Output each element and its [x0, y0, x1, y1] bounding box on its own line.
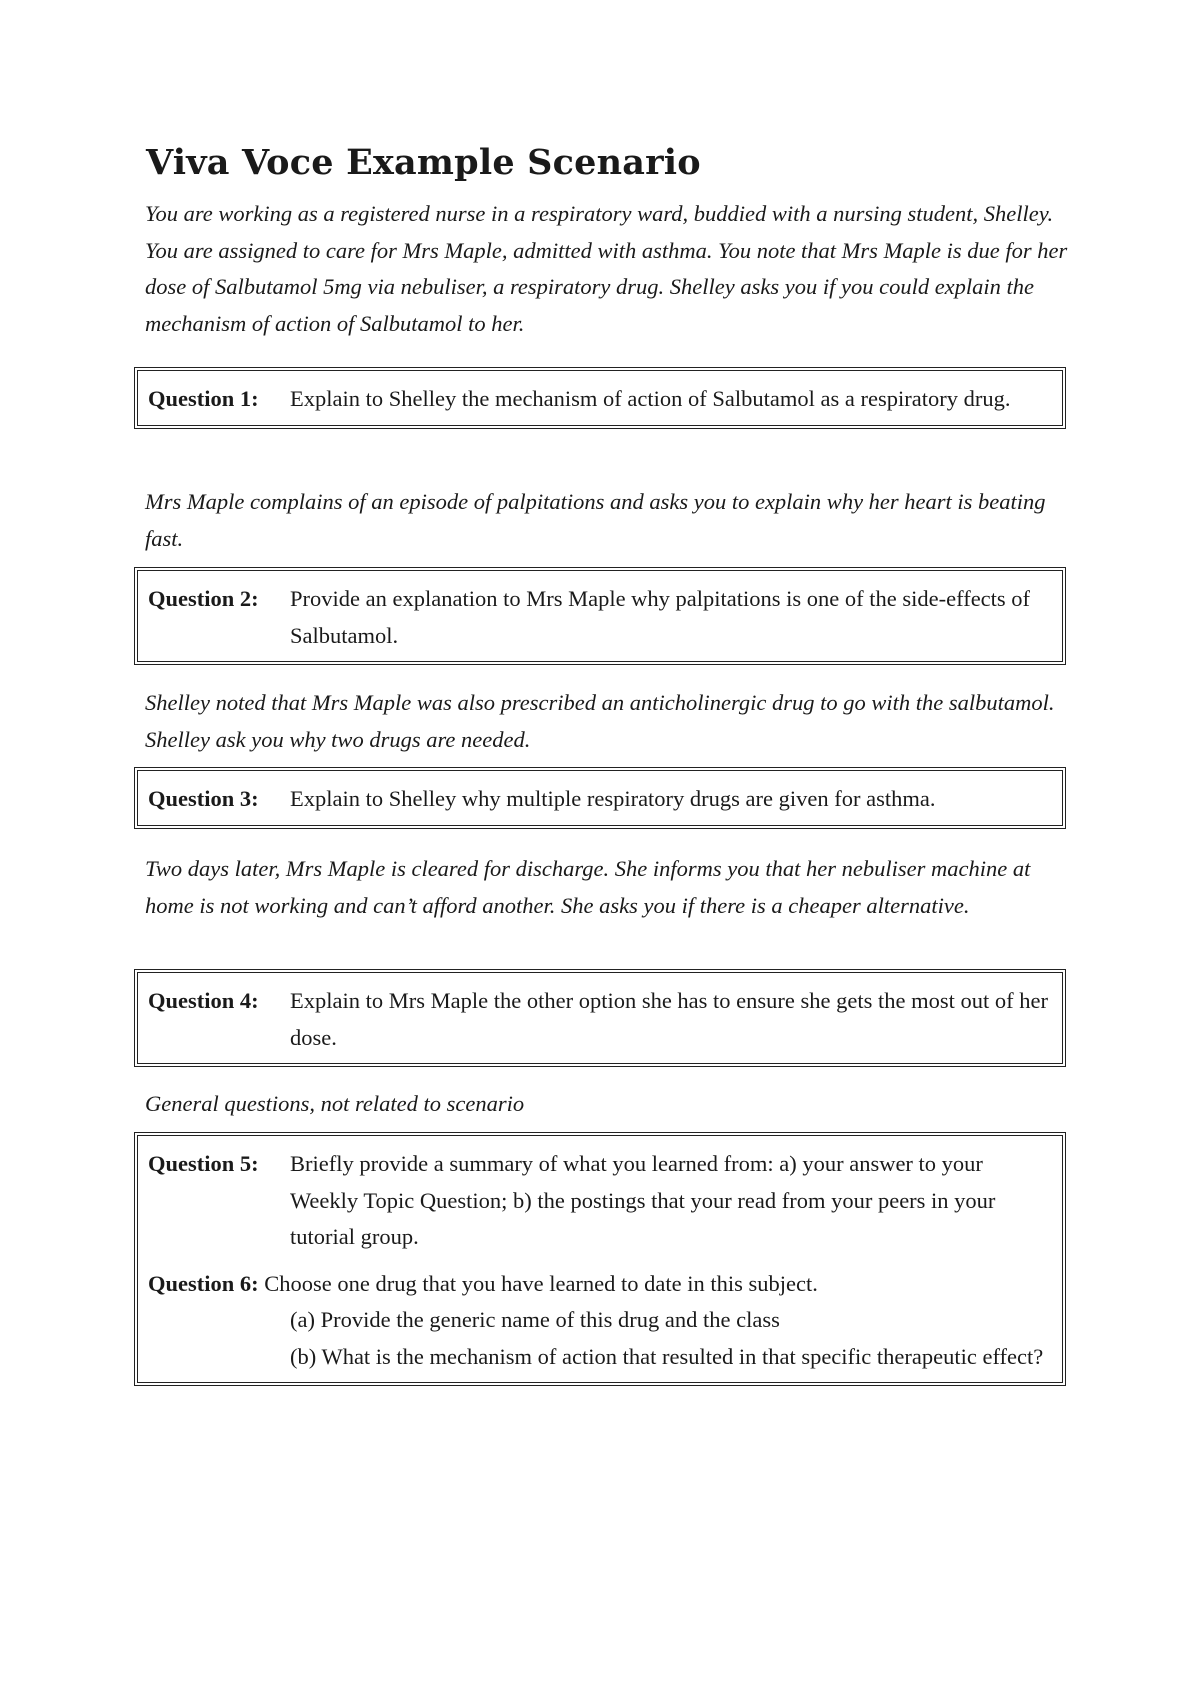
question-label: Question 1: [148, 386, 259, 411]
question-label: Question 6: [148, 1270, 259, 1296]
question-label: Question 5: [148, 1151, 259, 1176]
general-questions-heading: General questions, not related to scenario [145, 1091, 525, 1116]
question-text: Choose one drug that you have learned to date in this subject. [264, 1270, 818, 1296]
scenario-paragraph-1: You are working as a registered nurse in a respiratory ward, buddied with a nursing student, Shelley. You are assigned to care for Mrs Maple, admitted with asthma. You note that Mrs Maple is due for her dose of Salbutamol 5mg via nebuliser, a respiratory drug. Shelley asks you if you could explain the mechanism of action of Salbutamol to her. [145, 201, 1068, 336]
question-text: Explain to Shelley the mechanism of action of Salbutamol as a respiratory drug. [290, 386, 1011, 411]
question-box-1 [134, 367, 1066, 429]
question-box-3 [134, 767, 1066, 829]
question-label: Question 2: [148, 586, 259, 611]
question-label: Question 3: [148, 786, 259, 811]
question-text: Explain to Mrs Maple the other option she has to ensure she gets the most out of her dose. [290, 988, 1048, 1050]
question-label: Question 4: [148, 988, 259, 1013]
scenario-paragraph-3: Shelley noted that Mrs Maple was also prescribed an anticholinergic drug to go with the salbutamol. Shelley ask you why two drugs are needed. [145, 690, 1055, 752]
question-text: Provide an explanation to Mrs Maple why palpitations is one of the side-effects of Salbutamol. [290, 586, 1031, 648]
scenario-paragraph-4: Two days later, Mrs Maple is cleared for discharge. She informs you that her nebuliser machine at home is not working and can’t afford another. She asks you if there is a cheaper alternative. [145, 856, 1031, 918]
list-item: (a) Provide the generic name of this drug and the class [290, 1307, 780, 1332]
list-item: (b) What is the mechanism of action that resulted in that specific therapeutic effect? [290, 1343, 1044, 1369]
page-title: Viva Voce Example Scenario [146, 142, 701, 183]
question-text: Briefly provide a summary of what you learned from: a) your answer to your Weekly Topic Question; b) the postings that your read from your peers in your tutorial group. [290, 1151, 996, 1249]
question-6-subitems [290, 1302, 1054, 1375]
question-box-5-6 [134, 1132, 1066, 1386]
question-box-4 [134, 969, 1066, 1067]
scenario-paragraph-2: Mrs Maple complains of an episode of palpitations and asks you to explain why her heart is beating fast. [145, 489, 1046, 551]
question-box-2 [134, 567, 1066, 665]
question-6 [148, 1266, 1054, 1303]
question-text: Explain to Shelley why multiple respiratory drugs are given for asthma. [290, 786, 936, 811]
